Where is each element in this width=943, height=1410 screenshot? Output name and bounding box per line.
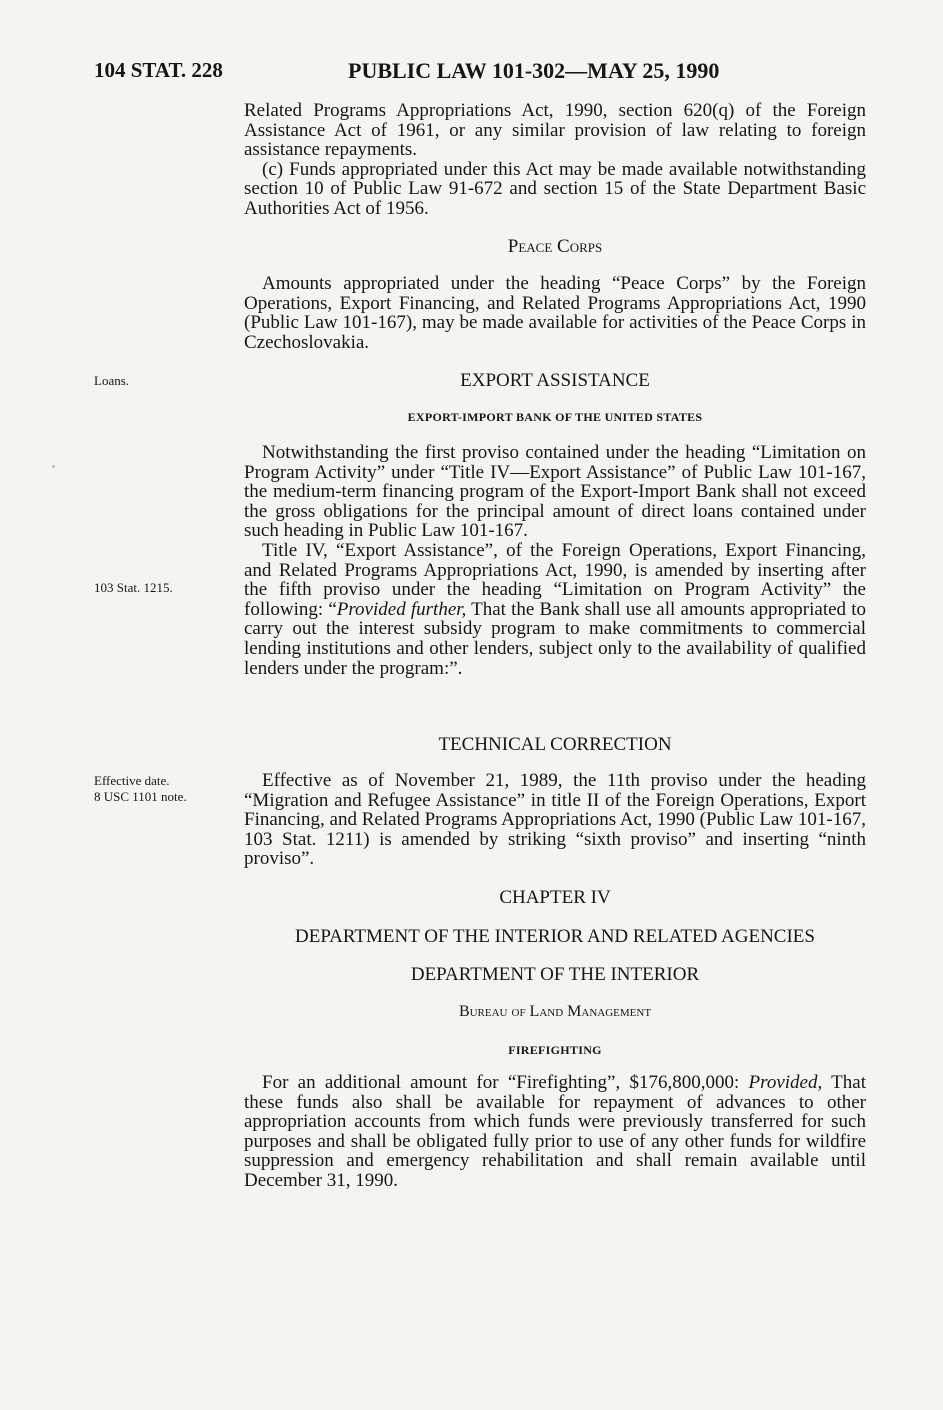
margin-note-loans: Loans. [94,373,130,388]
technical-correction-section [244,771,866,869]
firefighting-text [244,1073,866,1191]
peace-corps-section [244,274,866,352]
exim-paragraph-2 [244,541,866,678]
margin-note-effective [94,773,187,805]
interior-heading: DEPARTMENT OF THE INTERIOR [410,964,700,985]
paragraph-c: (c) Funds appropriated under this Act may be made available notwithstanding section 10 of Public Law 91-672 and section 15 of the State Department Basic Authorities Act of 1956. [244,158,866,219]
exim-paragraph-2-start: Title IV, “Export Assistance”, of the Foreign Operations, Export Financing, and Related Programs Appropriations Act, 1990, is amended by inserting after the fifth proviso under the heading “Limitation on Program Activity” the following: “ [244,539,866,620]
margin-note-effective-date: Effective date. [94,773,170,788]
paragraph-continuation: Related Programs Appropriations Act, 1990, section 620(q) of the Foreign Assistance Act of 1961, or any similar provision of law relating to foreign assistance repayments. [244,100,866,161]
scan-speck [52,465,55,468]
continuation-text [244,101,866,219]
firefighting-section [244,1073,866,1191]
blm-heading: Bureau of Land Management [458,1003,652,1020]
technical-correction-text: Effective as of November 21, 1989, the 11th proviso under the heading “Migration and Refugee Assistance” in title II of the Foreign Operations, Export Financing, and Related Programs Appropriations Act, 1990 (Public Law 101-167, 103 Stat. 1211) is amended by striking “sixth proviso” and inserting “ninth proviso”. [244,770,866,870]
page-stat-number: 104 STAT. 228 [94,58,223,82]
department-heading: DEPARTMENT OF THE INTERIOR AND RELATED AGENCIES [295,926,815,947]
exim-bank-heading: EXPORT-IMPORT BANK OF THE UNITED STATES [407,410,703,424]
provided-further-italic: Provided further, [336,598,467,620]
peace-corps-text: Amounts appropriated under the heading “Peace Corps” by the Foreign Operations, Export Financing, and Related Programs Appropriations Act, 1990 (Public Law 101-167), may be made available for activities of the Peace Corps in Czechoslovakia. [244,273,866,353]
peace-corps-heading: Peace Corps [507,236,603,257]
margin-note-usc: 8 USC 1101 note. [94,789,187,804]
firefighting-text-start: For an additional amount for “Firefighting”, $176,800,000: [262,1072,749,1093]
page-title: PUBLIC LAW 101-302—MAY 25, 1990 [348,58,720,83]
margin-note-stat-ref: 103 Stat. 1215. [94,580,173,595]
firefighting-heading: FIREFIGHTING [508,1043,602,1057]
technical-correction-heading: TECHNICAL CORRECTION [438,734,672,755]
export-assistance-heading: EXPORT ASSISTANCE [460,370,650,391]
provided-italic: Provided, [748,1072,823,1093]
exim-paragraph-1: Notwithstanding the first proviso contained under the heading “Limitation on Program Activity” under “Title IV—Export Assistance” of Public Law 101-167, the medium-term financing program of the Export-Import Bank shall not exceed the gross obligations for the principal amount of direct loans contained under such heading in Public Law 101-167. [244,442,866,542]
firefighting-text-end: That these funds also shall be available for repayment of advances to other appropriation accounts from which funds were previously transferred for such purposes and shall be obligated fully prior to use of any other funds for wildfire suppression and emergency rehabilitation and shall remain available until December 31, 1990. [244,1072,866,1191]
chapter-heading: CHAPTER IV [499,887,611,908]
exim-section [244,443,866,678]
exim-paragraph-2-end: That the Bank shall use all amounts appropriated to carry out the interest subsidy program to make commitments to commercial lending institutions and other lenders, subject only to the availability of qualified lenders under the program:”. [244,598,866,679]
